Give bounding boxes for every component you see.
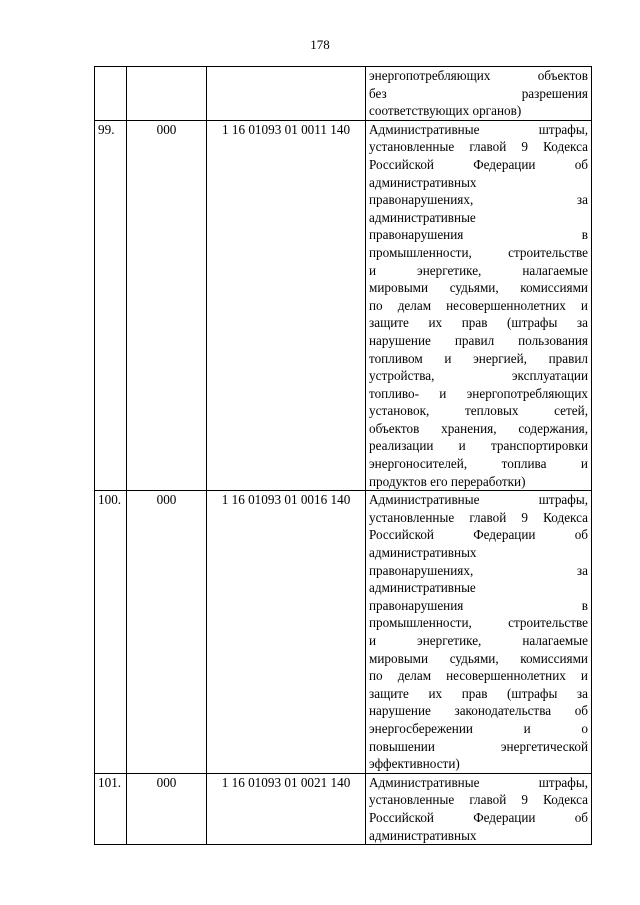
description-line: без разрешения — [369, 85, 588, 101]
description-line: правонарушения в — [369, 597, 588, 613]
description-line: установленные главой 9 Кодекса — [369, 792, 588, 808]
description-line: административных — [369, 827, 477, 843]
kbk-code-cell: 1 16 01093 01 0016 140 — [207, 491, 366, 774]
description-line: мировыми судьями, комиссиями — [369, 650, 588, 666]
kbk-code-cell: 1 16 01093 01 0011 140 — [207, 120, 366, 490]
table-body — [95, 67, 592, 845]
description-line: мировыми судьями, комиссиями — [369, 280, 588, 296]
description-cell — [366, 120, 592, 490]
description-line: по делам несовершеннолетних и — [369, 297, 588, 313]
description-line: промышленности, строительстве — [369, 615, 588, 631]
page-number: 178 — [310, 37, 330, 52]
row-number-cell: 100. — [95, 491, 127, 774]
row-number-cell: 99. — [95, 120, 127, 490]
description-line: Российской Федерации об — [369, 809, 588, 825]
description-line: правонарушениях, за — [369, 562, 588, 578]
description-line: административных — [369, 545, 477, 561]
kbk-code-cell: 1 16 01093 01 0021 140 — [207, 773, 366, 844]
admin-code-cell: 000 — [127, 773, 207, 844]
description-line: Административные штрафы, — [369, 492, 588, 508]
description-line: эффективности) — [369, 756, 460, 772]
description-cell — [366, 773, 592, 844]
table-row — [95, 773, 592, 844]
description-line: защите их прав (штрафы за — [369, 315, 588, 331]
description-line: нарушение правил пользования — [369, 332, 588, 348]
description-line: установленные главой 9 Кодекса — [369, 139, 588, 155]
description-line: нарушение законодательства об — [369, 703, 588, 719]
table-row — [95, 491, 592, 774]
description-line: и энергетике, налагаемые — [369, 262, 588, 278]
description-line: Административные штрафы, — [369, 121, 588, 137]
description-cell — [366, 491, 592, 774]
description-line: установленные главой 9 Кодекса — [369, 509, 588, 525]
admin-code-cell: 000 — [127, 491, 207, 774]
description-line: продуктов его переработки) — [369, 473, 526, 489]
description-line: и энергетике, налагаемые — [369, 633, 588, 648]
row-number-cell: 101. — [95, 773, 127, 844]
table-row — [95, 67, 592, 121]
description-line: правонарушениях, за — [369, 192, 588, 208]
description-line: устройства, эксплуатации — [369, 368, 588, 384]
description-line: установок, тепловых сетей, — [369, 403, 588, 419]
description-line: по делам несовершеннолетних и — [369, 668, 588, 684]
description-line: реализации и транспортировки — [369, 438, 588, 454]
description-line: Российской Федерации об — [369, 156, 588, 172]
description-line: повышении энергетической — [369, 738, 588, 754]
description-line: Административные штрафы, — [369, 774, 588, 790]
row-number-cell — [95, 67, 127, 121]
table-row — [95, 120, 592, 490]
description-line: энергопотребляющих объектов — [369, 68, 588, 83]
admin-code-cell: 000 — [127, 120, 207, 490]
description-line: административные — [369, 580, 476, 596]
description-line: административных — [369, 174, 477, 190]
description-cell — [366, 67, 592, 121]
kbk-code-cell — [207, 67, 366, 121]
description-line: административные — [369, 209, 476, 225]
description-line: объектов хранения, содержания, — [369, 420, 588, 436]
description-line: защите их прав (штрафы за — [369, 685, 588, 701]
description-line: соответствующих органов) — [369, 103, 522, 119]
description-line: правонарушения в — [369, 227, 588, 243]
description-line: промышленности, строительстве — [369, 244, 588, 260]
description-line: Российской Федерации об — [369, 527, 588, 543]
budget-code-table — [94, 66, 592, 845]
description-line: энергоносителей, топлива и — [369, 456, 588, 472]
description-line: топливом и энергией, правил — [369, 350, 588, 366]
description-line: топливо- и энергопотребляющих — [369, 385, 588, 401]
admin-code-cell — [127, 67, 207, 121]
description-line: энергосбережении и о — [369, 720, 588, 736]
